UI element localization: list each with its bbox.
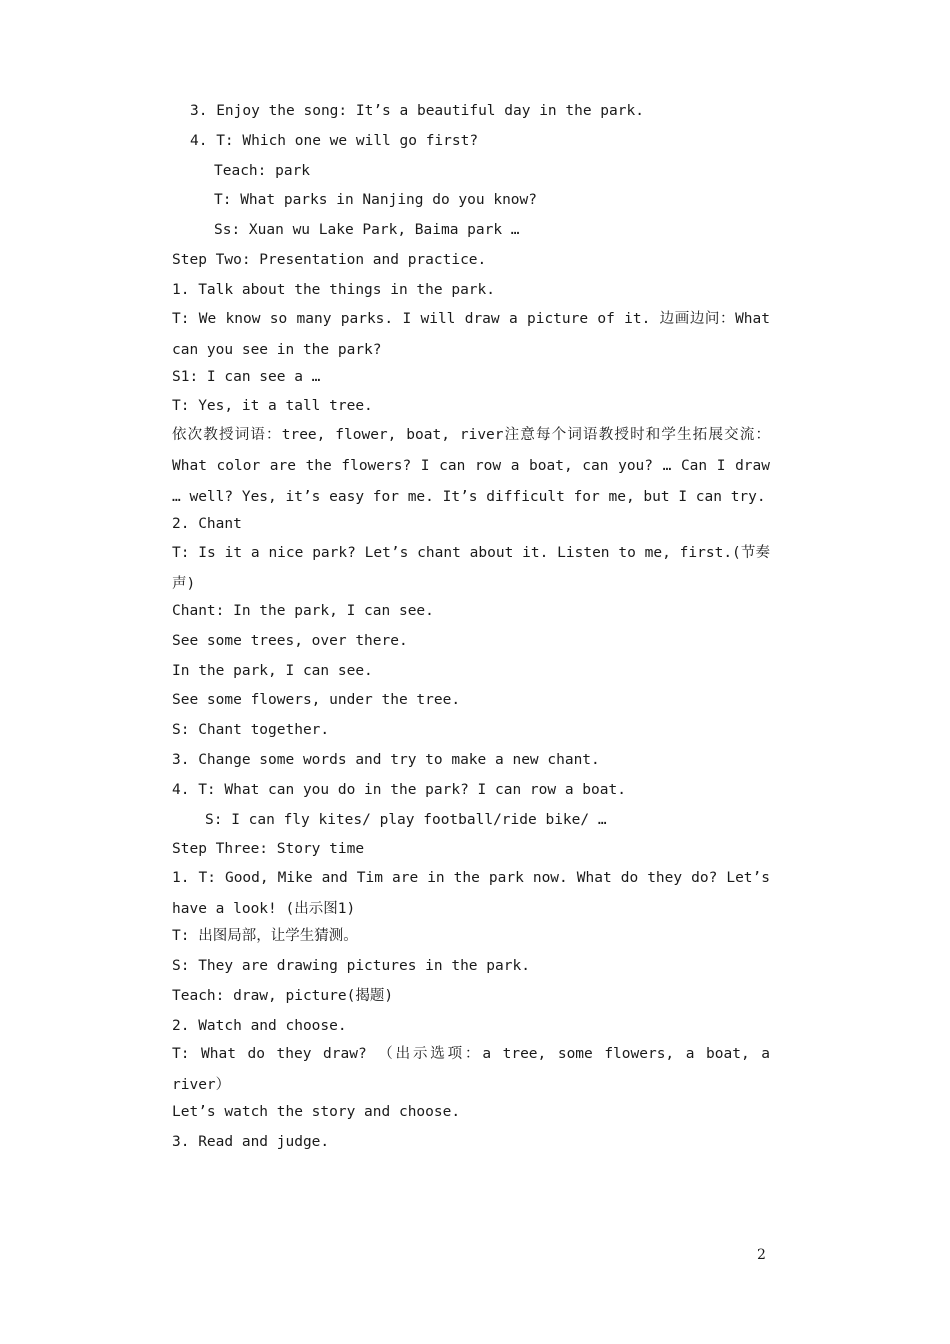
text-line: Chant: In the park, I can see. <box>172 602 434 619</box>
document-body <box>172 99 770 1160</box>
text-line: S: I can fly kites/ play football/ride bike/ … <box>205 811 607 828</box>
list-item: 3. Change some words and try to make a new chant. <box>172 751 600 768</box>
text-line: Let’s watch the story and choose. <box>172 1104 461 1121</box>
text-line: Ss: Xuan wu Lake Park, Baima park … <box>214 222 520 239</box>
text-line: Teach: park <box>214 162 311 179</box>
list-item: 3. Read and judge. <box>172 1134 330 1151</box>
list-item: 4. T: Which one we will go first? <box>190 132 479 149</box>
text-line: S1: I can see a … <box>172 368 321 385</box>
list-item: 2. Chant <box>172 516 242 533</box>
text-line: Teach: draw, picture(揭题) <box>172 987 394 1004</box>
text-paragraph: T: Is it a nice park? Let’s chant about it. Listen to me, first.(节奏声) <box>172 544 770 592</box>
text-paragraph: T: We know so many parks. I will draw a picture of it. 边画边问：What can you see in the park? <box>172 310 770 358</box>
text-line: S: Chant together. <box>172 722 330 739</box>
list-item: 3. Enjoy the song: It’s a beautiful day in the park. <box>190 103 644 119</box>
section-heading: Step Three: Story time <box>172 841 365 858</box>
section-heading: Step Two: Presentation and practice. <box>172 251 487 268</box>
text-line: T: Yes, it a tall tree. <box>172 398 373 415</box>
page-number: 2 <box>757 1247 766 1263</box>
list-item: 4. T: What can you do in the park? I can row a boat. <box>172 781 626 798</box>
text-line: T: 出图局部，让学生猜测。 <box>172 928 358 945</box>
text-line: See some trees, over there. <box>172 632 408 649</box>
text-line: In the park, I can see. <box>172 662 373 679</box>
text-line: T: What parks in Nanjing do you know? <box>214 192 538 209</box>
text-paragraph: 1. T: Good, Mike and Tim are in the park now. What do they do? Let’s have a look! (出示图1) <box>172 870 770 918</box>
text-paragraph: T: What do they draw? （出示选项：a tree, some flowers, a boat, a river） <box>172 1046 770 1094</box>
text-line: S: They are drawing pictures in the park. <box>172 957 530 974</box>
text-line: See some flowers, under the tree. <box>172 692 461 709</box>
text-paragraph: 依次教授词语：tree, flower, boat, river注意每个词语教授时和学生拓展交流：What color are the flowers? I can row a boat, can you? … Can I draw … well? Yes, it’s easy for me. It’s difficult for me, but I can try. <box>172 427 770 506</box>
list-item: 2. Watch and choose. <box>172 1017 347 1034</box>
list-item: 1. Talk about the things in the park. <box>172 281 496 298</box>
